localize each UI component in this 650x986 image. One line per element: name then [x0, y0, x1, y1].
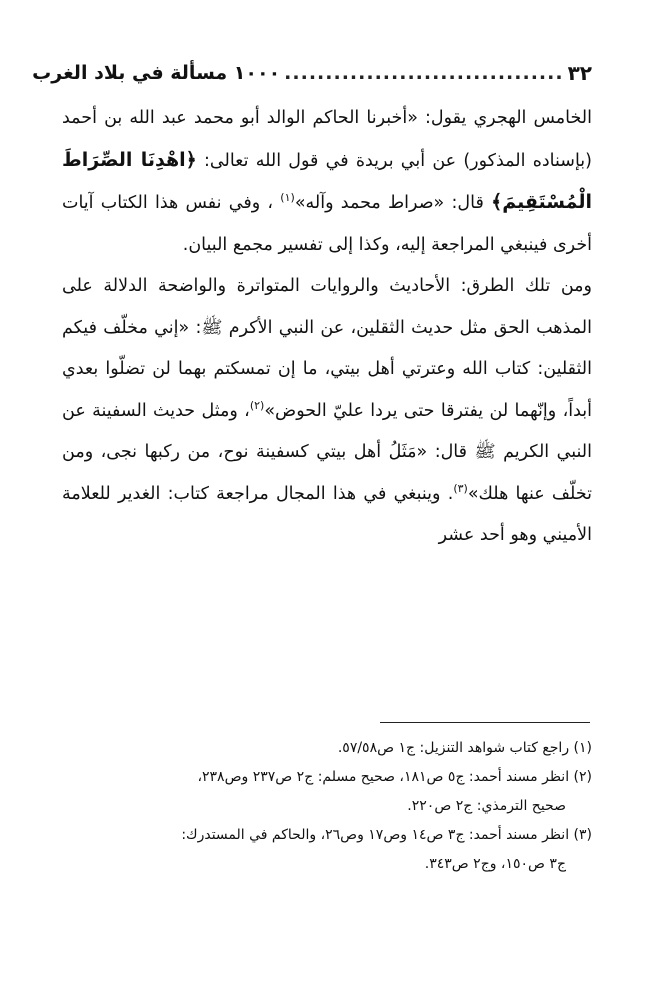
- paragraph-1-text-c: ، وفي نفس هذا الكتاب آيات أخرى فينبغي المراجعة إليه، وكذا إلى تفسير مجمع البيان.: [62, 193, 592, 255]
- paragraph-1-text-b: قال: «صراط محمد وآله»: [294, 193, 492, 213]
- footnote-ref-1[interactable]: (١): [280, 191, 295, 205]
- paragraph-1: [62, 98, 592, 266]
- footnote-1: (١) راجع كتاب شواهد التنزيل: ج١ ص٥٧/٥٨.: [337, 740, 592, 756]
- quran-verse: ﴿اهْدِنَا الصِّرَاطَ الْمُسْتَقِيمَ﴾: [62, 148, 592, 213]
- running-header: [32, 56, 592, 90]
- footnote-separator: [380, 722, 590, 723]
- footnote-ref-2[interactable]: (٢): [249, 398, 265, 412]
- paragraph-2-text-a: ومن تلك الطرق: الأحاديث والروايات المتواترة والواضحة الدلالة على المذهب الحق مثل حديث الثقلين، عن النبي الأكرم ﷺ: «إني مخلّف فيكم الثقلين: كتاب الله وعترتي أهل بيتي، ما إن تمسكتم بهما لن تضلّوا بعدي أبداً، وإنّهما لن يفترقا حتى يردا عليّ الحوض»: [62, 276, 592, 421]
- footnote-2: (٢) انظر مسند أحمد: ج٥ ص١٨١، صحيح مسلم: ج٢ ص٢٣٧ وص٢٣٨،: [197, 769, 592, 785]
- footnote-3: (٣) انظر مسند أحمد: ج٣ ص١٤ وص١٧ وص٢٦، والحاكم في المستدرك:: [181, 827, 592, 843]
- paragraph-2: [62, 266, 592, 557]
- header-leader-dots: ..................................: [284, 62, 564, 84]
- page-number: ٣٢: [567, 61, 592, 85]
- main-text: [62, 98, 592, 557]
- footnote-ref-3[interactable]: (٣): [453, 481, 468, 495]
- footnote-2-continued: صحيح الترمذي: ج٢ ص٢٢٠.: [407, 798, 566, 814]
- footnote-3-continued: ج٣ ص١٥٠، وج٢ ص٣٤٣.: [424, 856, 566, 872]
- paragraph-2-text-b: ، ومثل حديث السفينة عن النبي الكريم ﷺ قال: «مَثَلُ أهل بيتي كسفينة نوح، من ركبها نجى، ومن تخلّف عنها هلك»: [62, 400, 592, 504]
- book-title: ١٠٠٠ مسألة في بلاد الغرب: [32, 62, 281, 84]
- footnotes: [62, 734, 592, 879]
- paragraph-2-text-c: . وينبغي في هذا المجال مراجعة كتاب: الغدير للعلامة الأميني وهو أحد عشر: [62, 483, 592, 545]
- paragraph-1-text-a: الخامس الهجري يقول: «أخبرنا الحاكم الوالد أبو محمد عبد الله بن أحمد (بإسناده المذكور) عن أبي بريدة في قول الله تعالى:: [62, 108, 592, 171]
